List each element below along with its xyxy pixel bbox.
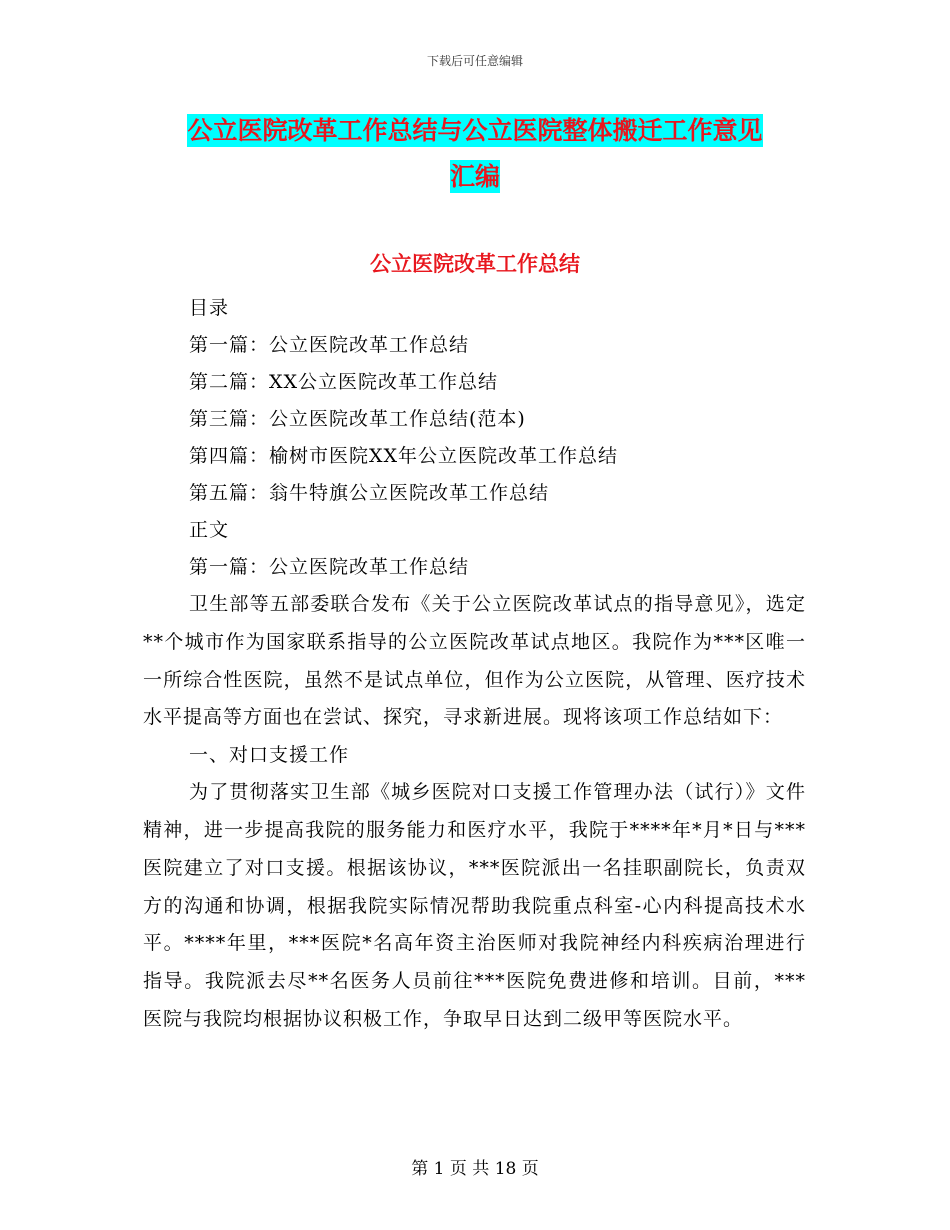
toc-heading: 目录 xyxy=(189,297,230,319)
section-title: 公立医院改革工作总结 xyxy=(370,252,580,276)
paragraph-intro: 卫生部等五部委联合发布《关于公立医院改革试点的指导意见》，选定**个城市作为国家联系指导的公立医院改革试点地区。我院作为***区唯一一所综合性医院，虽然不是试点单位，但作为公立医院，从管理、医疗技术水平提高等方面也在尝试、探究，寻求新进展。现将该项工作总结如下： xyxy=(143,593,806,729)
toc-item: 第五篇：翁牛特旗公立医院改革工作总结 xyxy=(189,482,550,504)
subheading-support: 一、对口支援工作 xyxy=(189,744,350,767)
header-note: 下载后可任意编辑 xyxy=(426,54,523,68)
part-heading: 第一篇：公立医院改革工作总结 xyxy=(189,556,470,578)
document-title-line-2: 汇编 xyxy=(449,162,500,191)
document-body xyxy=(143,290,806,1039)
paragraph-support: 为了贯彻落实卫生部《城乡医院对口支援工作管理办法（试行）》文件精神，进一步提高我院的服务能力和医疗水平，我院于****年*月*日与***医院建立了对口支援。根据该协议，***医院派出一名挂职副院长，负责双方的沟通和协调，根据我院实际情况帮助我院重点科室-心内科提高技术水平。****年里，***医院*名高年资主治医师对我院神经内科疾病治理进行指导。我院派去尽**名医务人员前往***医院免费进修和培训。目前，***医院与我院均根据协议积极工作，争取早日达到二级甲等医院水平。 xyxy=(143,781,806,1030)
body-heading: 正文 xyxy=(189,519,230,541)
document-title-line-1: 公立医院改革工作总结与公立医院整体搬迁工作意见 xyxy=(187,116,763,145)
toc-item: 第二篇：XX公立医院改革工作总结 xyxy=(189,371,499,393)
toc-item: 第四篇：榆树市医院XX年公立医院改革工作总结 xyxy=(189,445,619,467)
toc-item: 第三篇：公立医院改革工作总结(范本) xyxy=(189,408,526,430)
document-title xyxy=(140,108,810,200)
toc-item: 第一篇：公立医院改革工作总结 xyxy=(189,334,470,356)
page-footer: 第 1 页 共 18 页 xyxy=(411,1159,539,1179)
